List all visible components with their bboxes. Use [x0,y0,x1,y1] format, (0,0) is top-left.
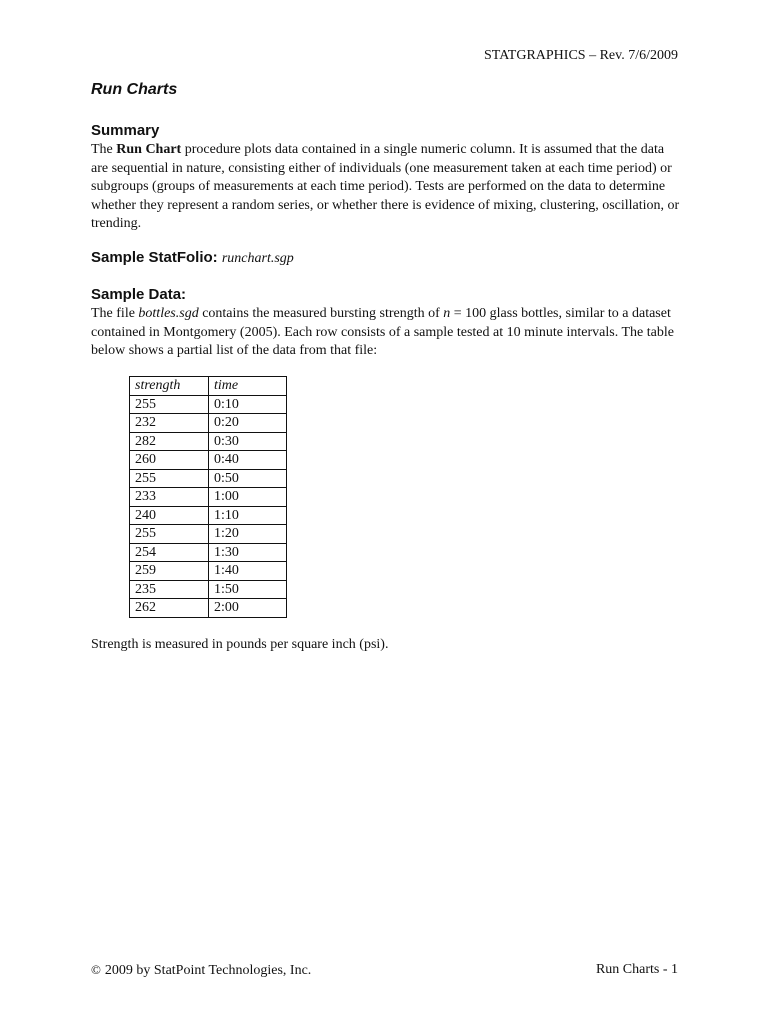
statfolio-filename: runchart.sgp [221,251,294,266]
document-title: Run Charts [91,81,178,98]
column-header-time: time [209,377,287,396]
time-cell: 0:20 [209,414,287,433]
sample-data-heading: Sample Data: [91,286,187,303]
n-variable: n [443,306,451,321]
strength-cell: 259 [130,562,209,581]
strength-cell: 260 [130,451,209,470]
summary-heading: Summary [91,122,160,139]
table-row [130,543,287,562]
table-row [130,451,287,470]
strength-cell: 262 [130,599,209,618]
table-row [130,580,287,599]
data-filename: bottles.sgd [138,306,199,321]
table-row [130,488,287,507]
time-cell: 1:30 [209,543,287,562]
table-header-row [130,377,287,396]
table-row [130,599,287,618]
time-cell: 1:20 [209,525,287,544]
time-cell: 1:10 [209,506,287,525]
time-cell: 1:50 [209,580,287,599]
running-header: STATGRAPHICS – Rev. 7/6/2009 [484,48,678,63]
table-row [130,469,287,488]
table-row [130,525,287,544]
time-cell: 1:40 [209,562,287,581]
strength-cell: 255 [130,395,209,414]
strength-cell: 233 [130,488,209,507]
strength-cell: 235 [130,580,209,599]
column-header-strength: strength [130,377,209,396]
footer-page-label: Run Charts - 1 [595,962,678,977]
footer-copyright [91,961,311,980]
time-cell: 0:30 [209,432,287,451]
table-row [130,414,287,433]
summary-paragraph [91,141,681,234]
time-cell: 2:00 [209,599,287,618]
strength-cell: 255 [130,469,209,488]
strength-cell: 232 [130,414,209,433]
strength-cell: 282 [130,432,209,451]
run-chart-term: Run Chart [116,142,182,157]
table-row [130,432,287,451]
time-cell: 0:50 [209,469,287,488]
sample-data-text-2: contains the measured bursting strength of [198,306,444,321]
table-row [130,506,287,525]
sample-statfolio-heading [91,249,294,268]
strength-cell: 255 [130,525,209,544]
copyright-icon: © [91,962,101,977]
time-cell: 0:40 [209,451,287,470]
sample-statfolio-label: Sample StatFolio: [91,249,218,266]
sample-data-text-1: The file [91,306,139,321]
time-cell: 1:00 [209,488,287,507]
strength-cell: 240 [130,506,209,525]
table-row [130,395,287,414]
time-cell: 0:10 [209,395,287,414]
bottles-data-table [129,376,287,618]
units-note: Strength is measured in pounds per square inch (psi). [91,637,389,652]
table-row [130,562,287,581]
sample-data-text-3: = 100 glass bottles, similar to a dataset contained in Montgomery (2005). Each row consists of a sample tested at 10 minute intervals. The table below shows a partial list of the data from that file: [91,306,674,358]
copyright-text: 2009 by StatPoint Technologies, Inc. [104,963,312,978]
summary-text-rest: procedure plots data contained in a single numeric column. It is assumed that the data are sequential in nature, consisting either of individuals (one measurement taken at each time period) or subgroups (groups of measurements at each time period). Tests are performed on the data to determine whether they represent a random series, or whether there is evidence of mixing, clustering, oscillation, or trending. [91,142,680,231]
sample-data-paragraph [91,305,681,361]
strength-cell: 254 [130,543,209,562]
summary-text-start: The [91,142,117,157]
